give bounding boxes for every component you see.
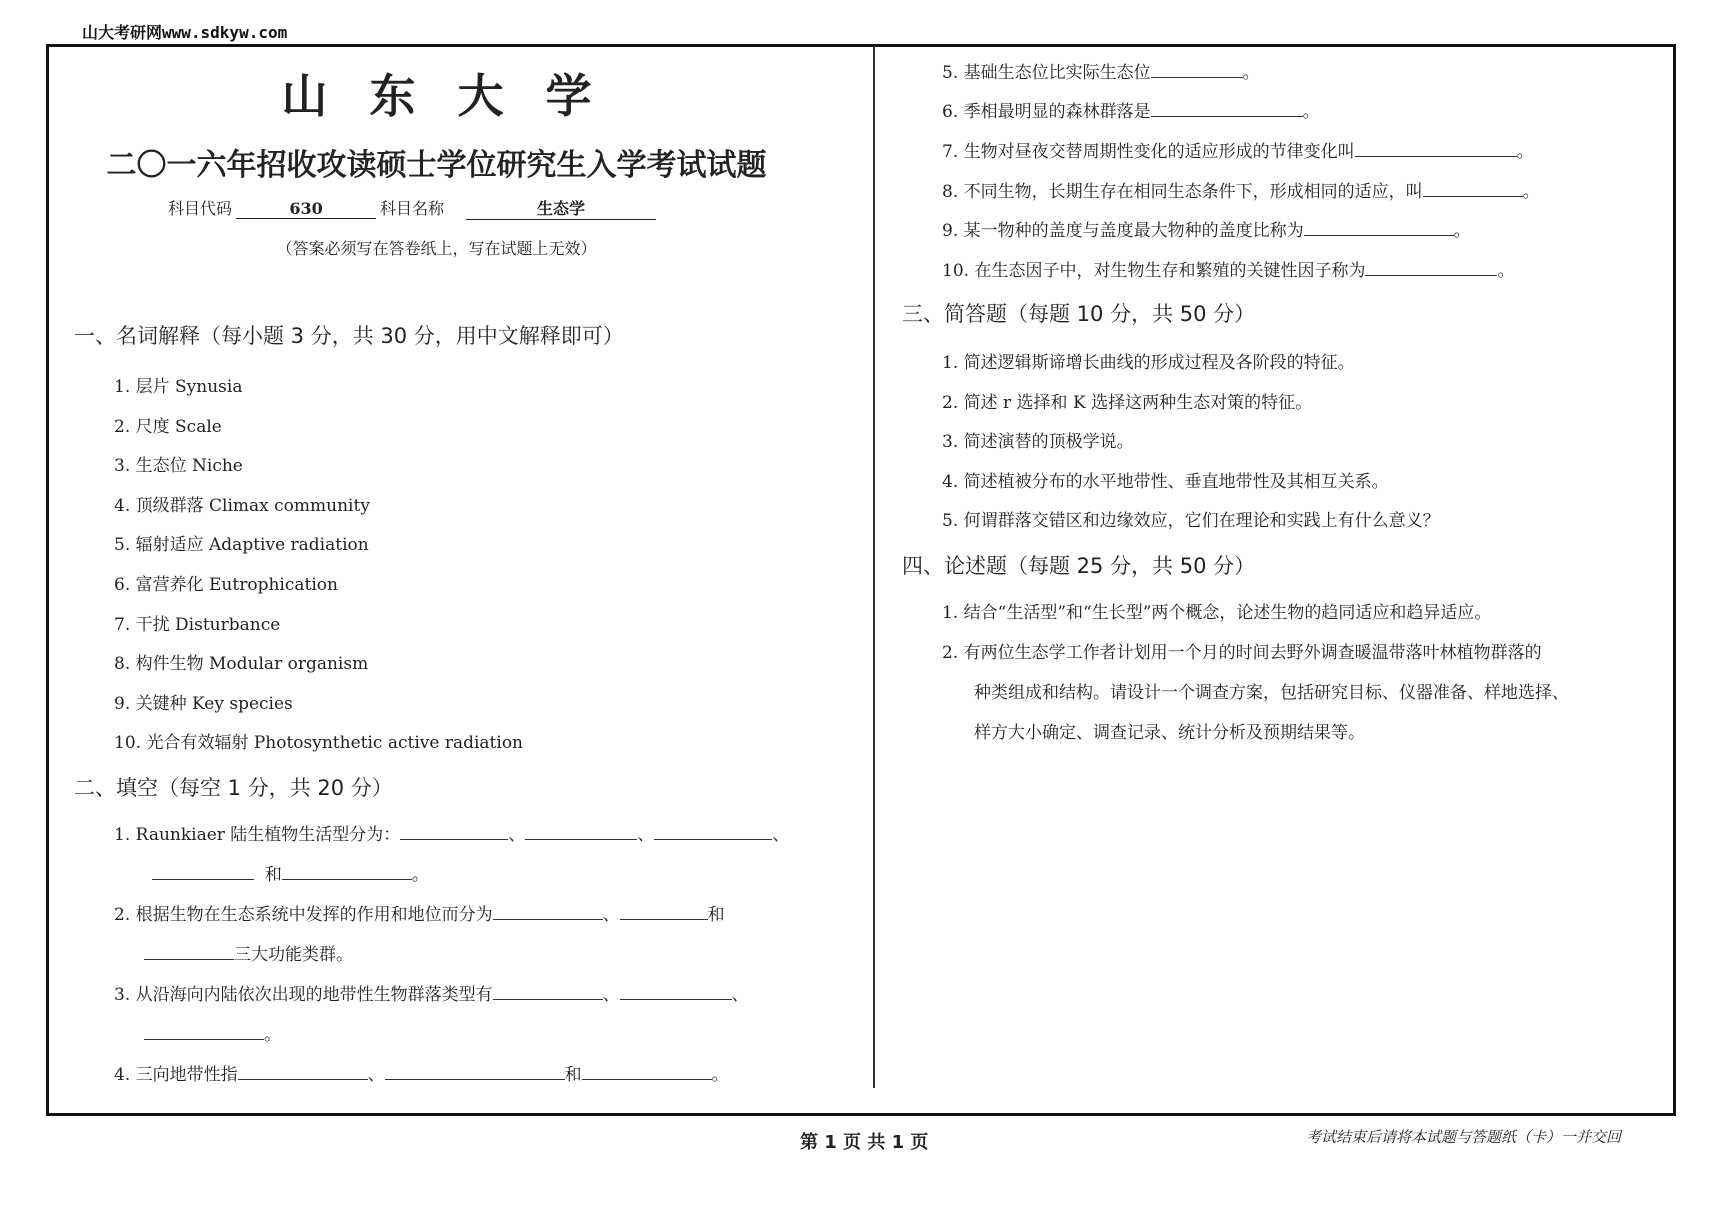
term-item: 7. 干扰 Disturbance — [114, 615, 281, 635]
section-4-title: 四、论述题（每题 25 分，共 50 分） — [902, 554, 1256, 578]
fill-question-5 — [942, 58, 1260, 83]
question-text: 5. 基础生态位比实际生态位 — [942, 63, 1151, 83]
period: 。 — [1242, 63, 1260, 83]
code-label: 科目代码 — [168, 199, 233, 218]
term-item: 3. 生态位 Niche — [114, 456, 243, 476]
fill-question-10 — [942, 256, 1514, 281]
separator: 、 — [508, 825, 526, 845]
separator: 、 — [772, 825, 790, 845]
answer-blank — [582, 1063, 712, 1080]
fill-question-6 — [942, 97, 1320, 122]
answer-blank — [282, 863, 412, 880]
essay-item-cont: 样方大小确定、调查记录、统计分析及预期结果等。 — [974, 723, 1365, 743]
term-item: 1. 层片 Synusia — [114, 377, 243, 397]
period: 。 — [1302, 102, 1320, 122]
answer-blank — [654, 823, 772, 840]
question-text: 9. 某一物种的盖度与盖度最大物种的盖度比称为 — [942, 221, 1304, 241]
term-item: 8. 构件生物 Modular organism — [114, 654, 369, 674]
essay-item-cont: 种类组成和结构。请设计一个调查方案，包括研究目标、仪器准备、样地选择、 — [974, 683, 1569, 703]
term-item: 4. 顶级群落 Climax community — [114, 496, 370, 516]
fill-question-8 — [942, 177, 1540, 202]
fill-question-7 — [942, 137, 1534, 162]
section-1-title: 一、名词解释（每小题 3 分，共 30 分，用中文解释即可） — [74, 324, 624, 348]
answer-blank — [493, 903, 603, 920]
question-text: 10. 在生态因子中，对生物生存和繁殖的关键性因子称为 — [942, 261, 1366, 281]
period: 。 — [1497, 261, 1515, 281]
answer-blank — [1304, 219, 1454, 236]
period: 。 — [1516, 142, 1534, 162]
answer-blank — [144, 943, 234, 960]
fill-question-2-cont — [144, 940, 353, 965]
and-text: 和 — [264, 865, 282, 885]
question-text: 2. 根据生物在生态系统中发挥的作用和地位而分为 — [114, 905, 493, 925]
page-number: 第 1 页 共 1 页 — [800, 1132, 929, 1153]
return-note: 考试结束后请将本试题与答题纸（卡）一并交回 — [1306, 1128, 1622, 1146]
answer-blank — [144, 1023, 264, 1040]
question-text: 7. 生物对昼夜交替周期性变化的适应形成的节律变化叫 — [942, 142, 1355, 162]
site-watermark: 山大考研网www.sdkyw.com — [82, 23, 288, 42]
term-item: 6. 富营养化 Eutrophication — [114, 575, 338, 595]
essay-item: 2. 有两位生态学工作者计划用一个月的时间去野外调查暖温带落叶林植物群落的 — [942, 643, 1542, 663]
short-answer-item: 2. 简述 r 选择和 K 选择这两种生态对策的特征。 — [942, 393, 1313, 413]
answer-blank — [385, 1063, 565, 1080]
term-item: 10. 光合有效辐射 Photosynthetic active radiation — [114, 733, 524, 753]
answer-blank — [620, 903, 708, 920]
answer-blank — [1151, 61, 1243, 78]
fill-question-3 — [114, 980, 749, 1005]
answer-blank — [1365, 259, 1497, 276]
question-text: 6. 季相最明显的森林群落是 — [942, 102, 1151, 122]
question-text: 1. Raunkiaer 陆生植物生活型分为： — [114, 825, 401, 845]
question-text: 3. 从沿海向内陆依次出现的地带性生物群落类型有 — [114, 985, 493, 1005]
and-text: 和 — [564, 1065, 582, 1085]
answer-blank — [1355, 140, 1517, 157]
code-value: 630 — [236, 199, 376, 219]
separator: 、 — [602, 905, 620, 925]
period: 。 — [1522, 182, 1540, 202]
name-label: 科目名称 — [380, 199, 445, 218]
answer-blank — [525, 823, 637, 840]
short-answer-item: 4. 简述植被分布的水平地带性、垂直地带性及其相互关系。 — [942, 472, 1389, 492]
period: 。 — [411, 865, 429, 885]
answer-blank — [152, 863, 254, 880]
short-answer-item: 3. 简述演替的顶极学说。 — [942, 432, 1134, 452]
answer-blank — [400, 823, 508, 840]
university-title: 山东大学 — [281, 69, 634, 123]
answer-blank — [1151, 100, 1303, 117]
period: 。 — [264, 1025, 281, 1045]
question-text: 4. 三向地带性指 — [114, 1065, 238, 1085]
fill-question-1 — [114, 820, 789, 845]
short-answer-item: 1. 简述逻辑斯谛增长曲线的形成过程及各阶段的特征。 — [942, 353, 1355, 373]
answer-note: （答案必须写在答卷纸上，写在试题上无效） — [276, 239, 597, 258]
answer-blank — [238, 1063, 368, 1080]
fill-question-3-cont — [144, 1020, 281, 1045]
answer-blank — [1423, 180, 1523, 197]
column-divider — [873, 46, 875, 1088]
exam-title: 二〇一六年招收攻读硕士学位研究生入学考试试题 — [106, 148, 767, 183]
period: 。 — [1453, 221, 1471, 241]
fill-question-2 — [114, 900, 725, 925]
section-3-title: 三、简答题（每题 10 分，共 50 分） — [902, 302, 1256, 326]
name-value: 生态学 — [466, 196, 656, 220]
term-item: 2. 尺度 Scale — [114, 417, 222, 437]
separator: 、 — [602, 985, 620, 1005]
separator: 、 — [637, 825, 655, 845]
answer-blank — [620, 983, 732, 1000]
short-answer-item: 5. 何谓群落交错区和边缘效应，它们在理论和实践上有什么意义？ — [942, 511, 1440, 531]
section-2-title: 二、填空（每空 1 分，共 20 分） — [74, 776, 393, 800]
and-text: 和 — [707, 905, 725, 925]
question-text: 8. 不同生物，长期生存在相同生态条件下，形成相同的适应，叫 — [942, 182, 1423, 202]
separator: 、 — [731, 985, 749, 1005]
question-text: 三大功能类群。 — [234, 945, 353, 965]
separator: 、 — [367, 1065, 385, 1085]
fill-question-9 — [942, 216, 1471, 241]
answer-blank — [493, 983, 603, 1000]
fill-question-1-cont — [152, 860, 429, 885]
period: 。 — [711, 1065, 729, 1085]
term-item: 9. 关键种 Key species — [114, 694, 293, 714]
subject-info — [168, 196, 660, 220]
essay-item: 1. 结合“生活型”和“生长型”两个概念，论述生物的趋同适应和趋异适应。 — [942, 603, 1492, 623]
term-item: 5. 辐射适应 Adaptive radiation — [114, 535, 369, 555]
fill-question-4 — [114, 1060, 729, 1085]
